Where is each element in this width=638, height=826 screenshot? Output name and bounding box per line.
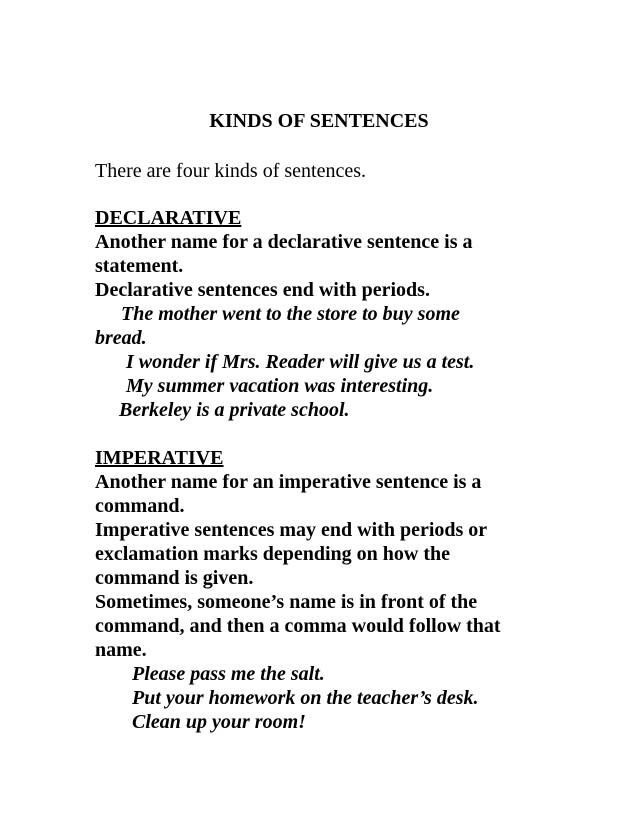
imperative-heading: IMPERATIVE: [95, 447, 224, 469]
declarative-line: Declarative sentences end with periods.: [95, 279, 430, 301]
imperative-line: exclamation marks depending on how the: [95, 543, 451, 565]
imperative-line: command, and then a comma would follow that: [95, 615, 501, 637]
imperative-line: command is given.: [95, 567, 254, 589]
imperative-line: name.: [95, 639, 147, 661]
declarative-section: [95, 206, 565, 422]
declarative-example: The mother went to the store to buy some: [121, 303, 460, 325]
imperative-line: Imperative sentences may end with periods or: [95, 519, 488, 541]
declarative-example: Berkeley is a private school.: [119, 399, 350, 421]
declarative-example: bread.: [95, 327, 147, 349]
imperative-example: Clean up your room!: [132, 711, 306, 733]
imperative-section: [95, 446, 565, 734]
imperative-example: Please pass me the salt.: [132, 663, 325, 685]
page-title: KINDS OF SENTENCES: [209, 110, 429, 132]
intro-text: There are four kinds of sentences.: [95, 160, 366, 182]
declarative-heading: DECLARATIVE: [95, 207, 242, 229]
imperative-line: Sometimes, someone’s name is in front of the: [95, 591, 478, 613]
declarative-line: statement.: [95, 255, 184, 277]
imperative-line: Another name for an imperative sentence is a: [95, 471, 482, 493]
declarative-example: My summer vacation was interesting.: [126, 375, 434, 397]
imperative-example: Put your homework on the teacher’s desk.: [132, 687, 479, 709]
declarative-line: Another name for a declarative sentence is a: [95, 231, 473, 253]
imperative-line: command.: [95, 495, 185, 517]
declarative-example: I wonder if Mrs. Reader will give us a test.: [126, 351, 475, 373]
